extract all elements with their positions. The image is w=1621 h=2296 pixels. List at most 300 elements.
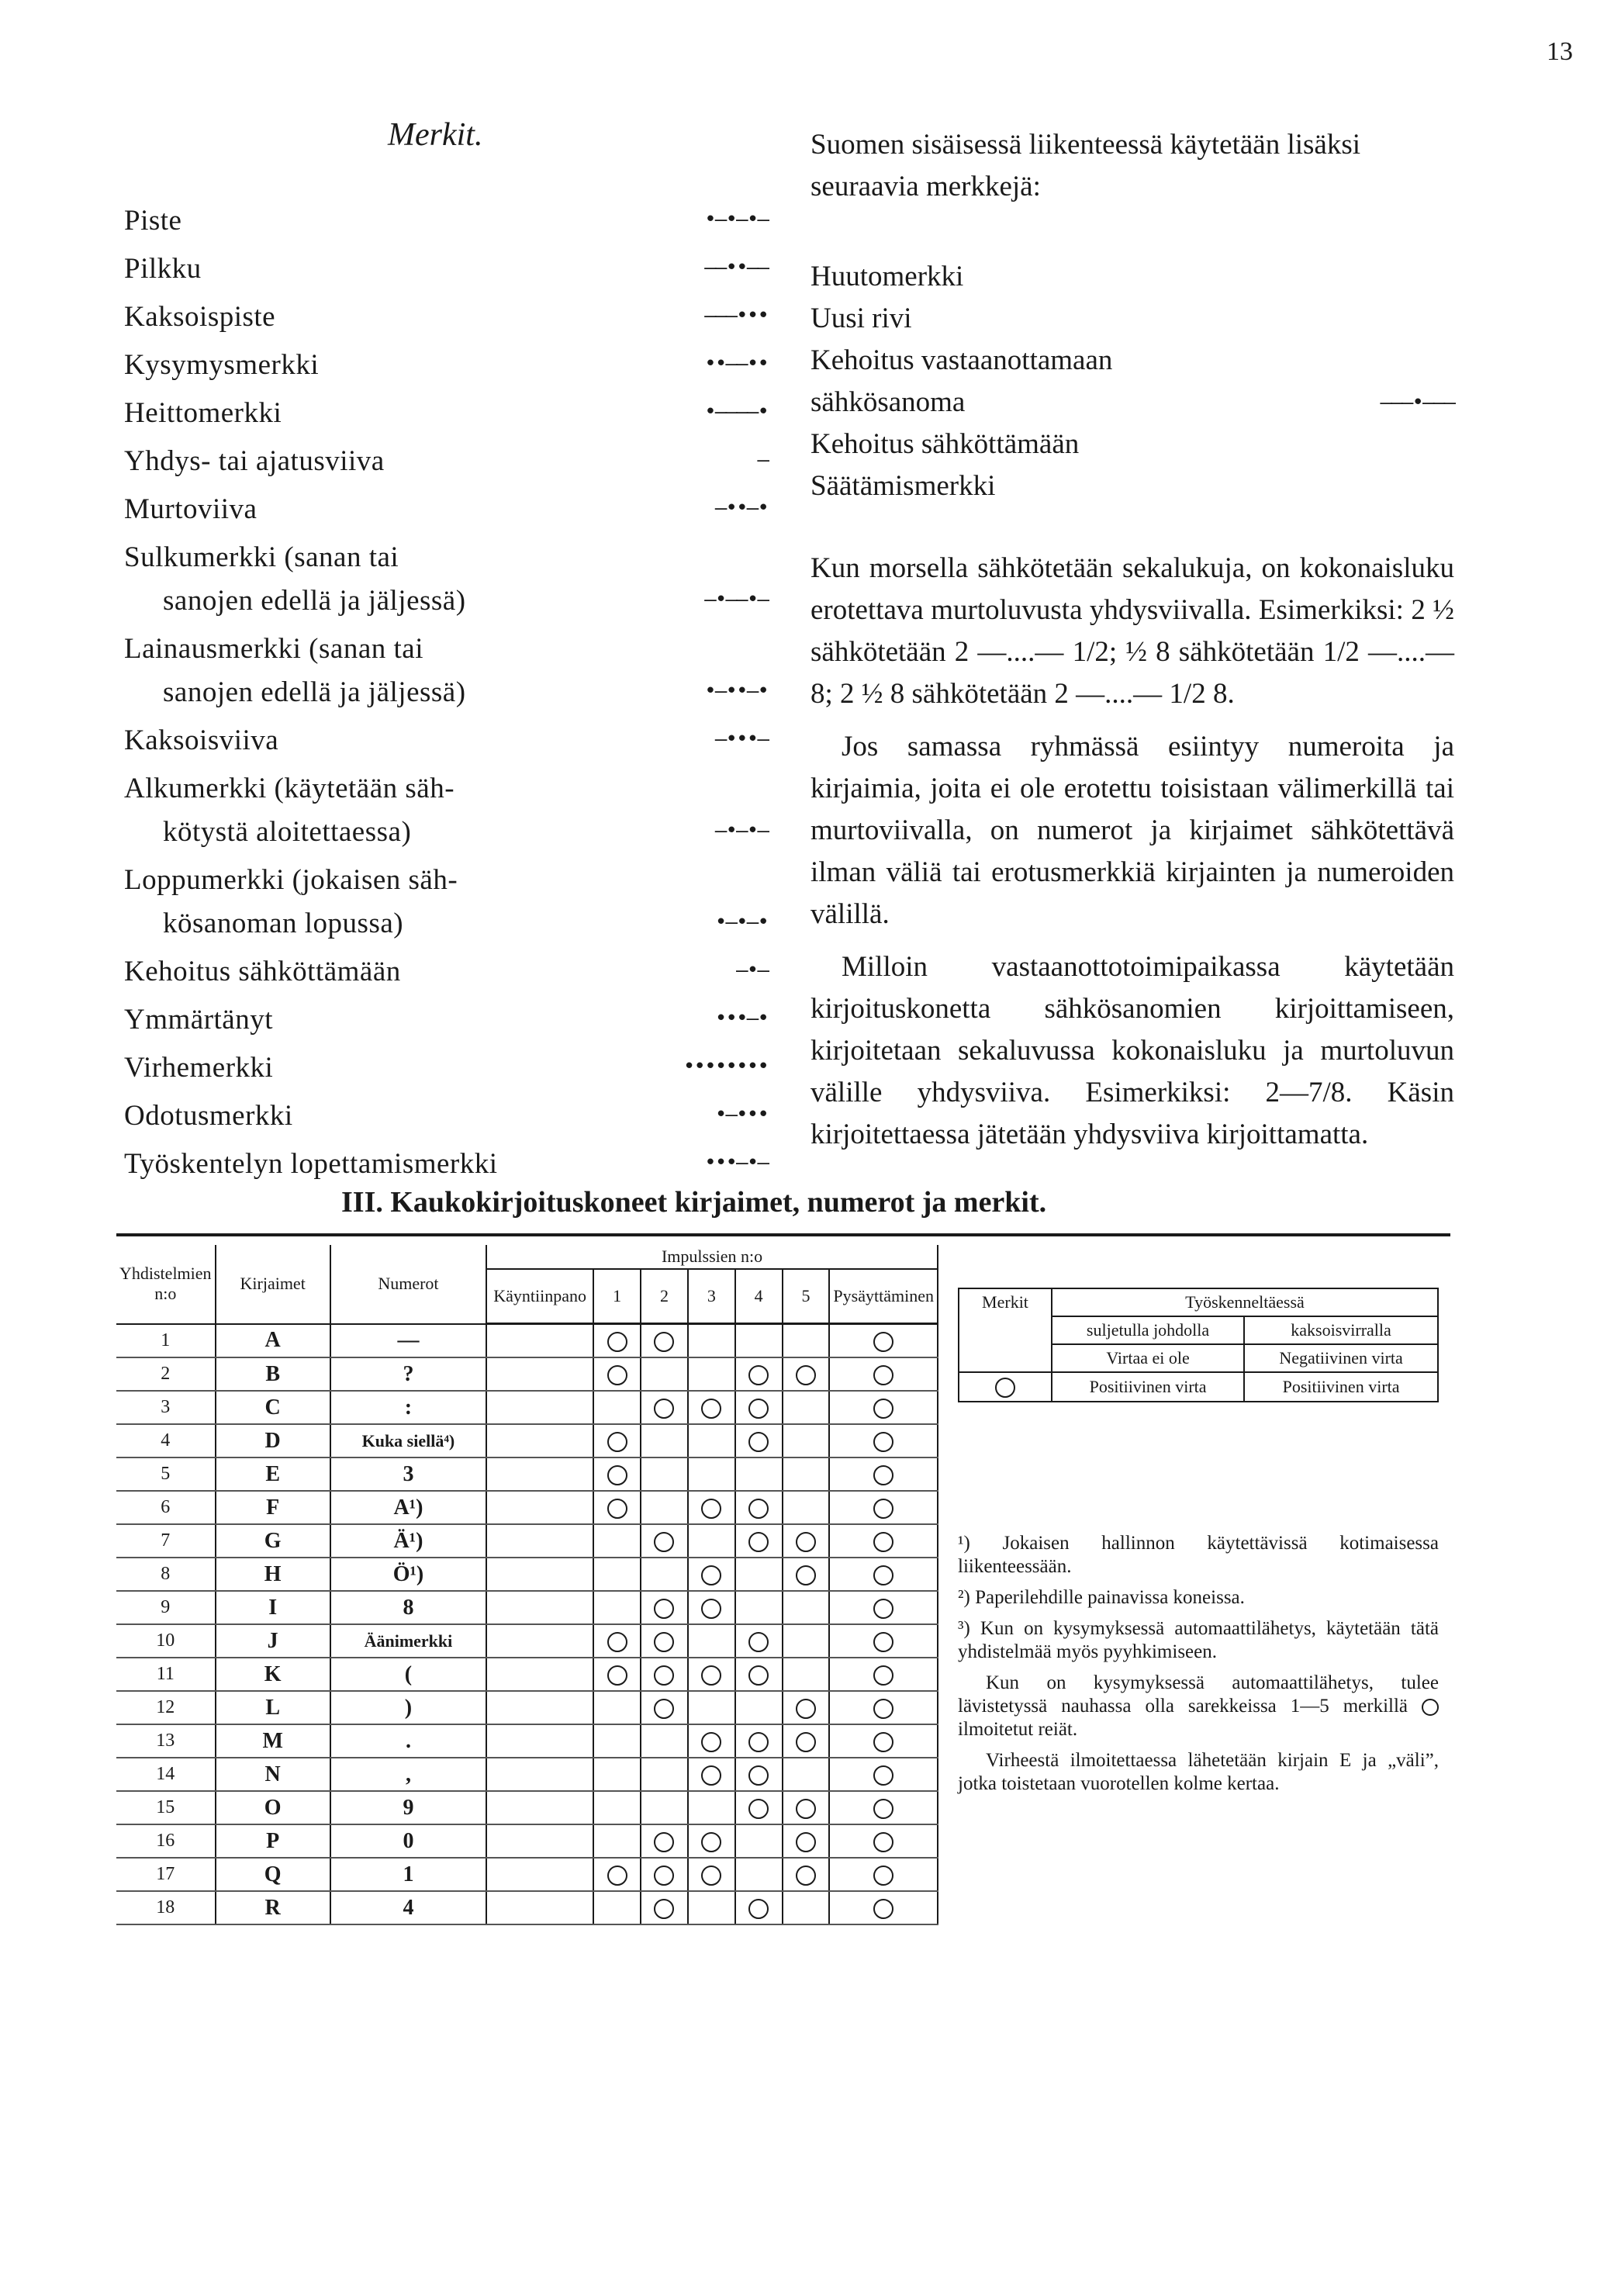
signal-code: —•— [736,959,768,982]
hole-icon [796,1365,816,1385]
hole-icon [873,1565,893,1585]
number-cell: : [330,1391,486,1424]
combo-number: 3 [116,1391,216,1424]
letter-cell: C [216,1391,330,1424]
hole-icon [995,1378,1015,1398]
domestic-signal-label: sähkösanoma [810,386,966,418]
table-row [116,1624,938,1658]
start-cell [486,1424,593,1457]
impulse-cell [783,1891,830,1924]
impulse-cell [593,1391,641,1424]
hole-icon [873,1499,893,1519]
impulse-cell [593,1357,641,1391]
number-cell: ( [330,1658,486,1691]
hole-icon [796,1699,816,1719]
number-cell: Kuka siellä⁴) [330,1424,486,1457]
col-i3: 3 [688,1269,735,1324]
hole-icon [873,1332,893,1352]
signal-label: Lainausmerkki (sanan tai [124,633,423,665]
domestic-signal-row [810,298,1454,340]
signal-row [124,189,768,237]
hole-icon [607,1499,627,1519]
start-cell [486,1824,593,1858]
intro-text: Suomen sisäisessä liikenteessä käytetään lisäksi seuraavia merkkejä: [810,129,1361,202]
impulse-cell [735,1824,783,1858]
hole-icon [873,1832,893,1852]
impulse-cell [783,1391,830,1424]
signal-code: •••—• [714,1007,768,1030]
impulse-cell [593,1524,641,1558]
start-cell [486,1658,593,1691]
signal-row [124,478,768,526]
hole-icon [701,1565,721,1585]
impulse-cell [688,1457,735,1491]
table-row [116,1558,938,1591]
letter-cell: G [216,1524,330,1558]
signal-code: •—••—• [704,679,768,703]
impulse-cell [783,1724,830,1758]
letter-cell: P [216,1824,330,1858]
hole-icon [748,1365,769,1385]
hole-icon [796,1799,816,1819]
impulse-cell [593,1724,641,1758]
impulse-cell [593,1691,641,1724]
footnote-4b: ilmoitetut reiät. [958,1719,1078,1740]
tyoskenneltaessa-header: Työskenneltäessä [1052,1288,1438,1316]
col-combo: Yhdistelmien n:o [116,1245,216,1324]
impulse-cell [641,1391,688,1424]
hole-icon [873,1599,893,1619]
signal-row [124,574,768,617]
number-cell: 4 [330,1891,486,1924]
suljetulla-cell: suljetulla johdolla [1052,1316,1244,1344]
impulse-cell [735,1524,783,1558]
signal-label: Virhemerkki [124,1052,274,1084]
start-cell [486,1524,593,1558]
impulse-cell [688,1591,735,1624]
impulse-cell [829,1558,938,1591]
signal-row [124,709,768,757]
impulse-cell [641,1491,688,1524]
impulse-cell [783,1758,830,1791]
hole-icon [873,1866,893,1886]
combo-number: 1 [116,1324,216,1358]
impulse-cell [829,1457,938,1491]
signal-row [124,988,768,1036]
table-row [116,1591,938,1624]
table-row [116,1791,938,1824]
start-cell [486,1457,593,1491]
combo-number: 11 [116,1658,216,1691]
start-cell [486,1357,593,1391]
domestic-signal-label: Uusi rivi [810,303,912,334]
hole-icon [607,1665,627,1686]
positiivinen-cell-2: Positiivinen virta [1244,1372,1438,1402]
impulse-cell [641,1858,688,1891]
hole-icon [701,1499,721,1519]
signal-list [124,189,768,1181]
combo-number: 7 [116,1524,216,1558]
impulse-cell [641,1658,688,1691]
signal-row [124,805,768,849]
hole-icon [748,1665,769,1686]
hole-icon [701,1732,721,1752]
positiivinen-cell-1: Positiivinen virta [1052,1372,1244,1402]
table-row [116,1357,938,1391]
impulse-cell [829,1357,938,1391]
table-row [116,1524,938,1558]
impulse-cell [641,1758,688,1791]
impulse-cell [641,1791,688,1824]
hole-icon [701,1599,721,1619]
page-number: 13 [1547,37,1573,66]
impulse-cell [641,1524,688,1558]
impulse-cell [735,1658,783,1691]
impulse-cell [829,1524,938,1558]
signal-label: sanojen edellä ja jäljessä) [163,585,466,617]
hole-icon [748,1399,769,1419]
impulse-cell [641,1357,688,1391]
combo-number: 14 [116,1758,216,1791]
impulse-cell [783,1558,830,1591]
number-cell: Äänimerkki [330,1624,486,1658]
signal-row [124,757,768,805]
signal-row [124,849,768,897]
signal-row [124,237,768,285]
signal-label: Pilkku [124,253,202,285]
combo-number: 15 [116,1791,216,1824]
signal-code: ••——•• [704,352,768,375]
signal-code: — [757,448,768,472]
impulse-cell [688,1391,735,1424]
impulse-cell [783,1791,830,1824]
impulse-cell [829,1691,938,1724]
table-row [116,1491,938,1524]
table-row [116,1724,938,1758]
letter-cell: F [216,1491,330,1524]
impulse-cell [783,1457,830,1491]
hole-icon [748,1732,769,1752]
impulse-cell [593,1824,641,1858]
signal-code: —•——•— [704,588,768,611]
impulse-cell [735,1424,783,1457]
signal-row [124,666,768,709]
table-row [116,1758,938,1791]
domestic-signal-label: Kehoitus vastaanottamaan [810,344,1113,376]
impulse-cell [593,1558,641,1591]
hole-icon [654,1899,674,1919]
impulse-cell [735,1724,783,1758]
signal-row [124,1084,768,1132]
impulse-cell [735,1491,783,1524]
number-cell: 3 [330,1457,486,1491]
combo-number: 8 [116,1558,216,1591]
number-cell: Ö¹) [330,1558,486,1591]
signal-label: kösanoman lopussa) [163,908,404,939]
start-cell [486,1591,593,1624]
impulse-cell [688,1491,735,1524]
section-title: III. Kaukokirjoituskoneet kirjaimet, numerot ja merkit. [341,1186,1047,1219]
impulse-cell [688,1724,735,1758]
impulse-cell [688,1791,735,1824]
working-conditions-table [958,1288,1439,1402]
impulse-cell [829,1658,938,1691]
hole-icon [1422,1699,1439,1716]
col-stop: Pysäyttäminen [829,1269,938,1324]
impulse-cell [641,1591,688,1624]
impulse-cell [829,1724,938,1758]
domestic-signal-row [810,465,1454,507]
signal-label: Kysymysmerkki [124,349,320,381]
mixed-number-paragraph: Kun morsella sähkötetään sekalukuja, on kokonaisluku erotettava murtoluvusta yhdysviivalla. Esimerkiksi: 2 ½ sähkötetään 2 —....— 1/2; ½ 8 sähkötetään 1/2 —....— 8; 2 ½ 8 sähkötetään 2 —....— 1/2 8. [810,552,1454,710]
impulse-cell [641,1424,688,1457]
start-cell [486,1758,593,1791]
number-cell: 9 [330,1791,486,1824]
start-cell [486,1324,593,1358]
impulse-cell [783,1691,830,1724]
impulse-cell [829,1391,938,1424]
signal-row [124,382,768,430]
signal-code: —•—•— [714,819,768,842]
impulse-cell [688,1324,735,1358]
number-cell: . [330,1724,486,1758]
impulse-cell [593,1758,641,1791]
start-cell [486,1724,593,1758]
impulse-cell [829,1624,938,1658]
start-cell [486,1491,593,1524]
impulse-cell [735,1558,783,1591]
right-column [810,124,1454,1156]
number-cell: — [330,1324,486,1358]
signal-code: ———••• [704,304,768,327]
hole-icon [873,1732,893,1752]
hole-icon [748,1499,769,1519]
signal-label: sanojen edellä ja jäljessä) [163,676,466,708]
footnote-3: ³) Kun on kysymyksessä automaattilähetys, käytetään tätä yhdistelmää myös pyyhkimiseen. [958,1618,1439,1662]
letter-cell: D [216,1424,330,1457]
start-cell [486,1558,593,1591]
impulse-cell [688,1891,735,1924]
signal-label: Heittomerkki [124,397,282,429]
table-row [116,1324,938,1358]
col-i5: 5 [783,1269,830,1324]
hole-icon [654,1599,674,1619]
signal-row [124,897,768,940]
combo-number: 13 [116,1724,216,1758]
number-cell: A¹) [330,1491,486,1524]
domestic-signal-code: ———•——— [1380,391,1454,414]
impulse-cell [641,1457,688,1491]
signal-label: Piste [124,205,182,237]
impulse-cell [641,1624,688,1658]
signal-label: Kaksoisviiva [124,724,279,756]
footnote-1: ¹) Jokaisen hallinnon käytettävissä kotimaisessa liikenteessään. [958,1533,1439,1577]
domestic-signal-label: Huutomerkki [810,261,964,292]
hole-icon [748,1765,769,1786]
hole-icon [654,1399,674,1419]
table-row [116,1424,938,1457]
teleprinter-code-table [116,1245,938,1925]
signal-row [124,430,768,478]
combo-number: 10 [116,1624,216,1658]
domestic-signal-list [810,256,1454,507]
kaksoisvirralla-cell: kaksoisvirralla [1244,1316,1438,1344]
impulse-cell [593,1491,641,1524]
letter-cell: Q [216,1858,330,1891]
impulse-cell [783,1591,830,1624]
letter-cell: J [216,1624,330,1658]
impulse-cell [688,1524,735,1558]
hole-icon [701,1765,721,1786]
signal-label: Odotusmerkki [124,1100,293,1132]
hole-icon [654,1832,674,1852]
footnote-5: Virheestä ilmoitettaessa lähetetään kirjain E ja „väli”, jotka toistetaan vuorotellen kolme kertaa. [958,1750,1439,1794]
table-row [116,1691,938,1724]
impulse-cell [829,1858,938,1891]
letter-cell: N [216,1758,330,1791]
impulse-cell [688,1424,735,1457]
signal-label: Murtoviiva [124,493,257,525]
virtaa-ei-ole-cell: Virtaa ei ole [1052,1344,1244,1372]
impulse-cell [688,1658,735,1691]
signal-code: •••—•— [704,1151,768,1174]
hole-icon [748,1899,769,1919]
signal-label: Ymmärtänyt [124,1004,274,1036]
start-cell [486,1391,593,1424]
impulse-cell [688,1858,735,1891]
number-cell: ) [330,1691,486,1724]
letter-cell: E [216,1457,330,1491]
impulse-cell [735,1691,783,1724]
impulse-cell [783,1658,830,1691]
hole-icon [873,1899,893,1919]
number-cell: , [330,1758,486,1791]
signal-label: Loppumerkki (jokaisen säh- [124,864,458,896]
hole-icon [701,1866,721,1886]
letter-cell: K [216,1658,330,1691]
hole-icon [701,1665,721,1686]
impulse-cell [688,1624,735,1658]
signal-code: —••—• [714,496,768,520]
start-cell [486,1624,593,1658]
hole-icon [796,1866,816,1886]
hole-icon [873,1699,893,1719]
domestic-signal-row [810,424,1454,465]
number-cell: 1 [330,1858,486,1891]
impulse-cell [593,1658,641,1691]
signal-code: •—•—• [714,911,768,934]
signal-label: Kaksoispiste [124,301,276,333]
domestic-signal-row [810,256,1454,298]
signal-label: Yhdys- tai ajatusviiva [124,445,385,477]
combo-number: 6 [116,1491,216,1524]
section-rule [116,1233,1450,1236]
combo-number: 9 [116,1591,216,1624]
table-row [116,1891,938,1924]
impulse-cell [829,1758,938,1791]
hole-icon [654,1332,674,1352]
hole-icon [654,1632,674,1652]
letter-cell: R [216,1891,330,1924]
combo-number: 18 [116,1891,216,1924]
impulse-cell [829,1491,938,1524]
hole-symbol-cell [959,1372,1052,1402]
impulse-cell [829,1791,938,1824]
signal-code: •—••• [714,1103,768,1126]
col-i1: 1 [593,1269,641,1324]
impulse-cell [735,1858,783,1891]
domestic-signal-row [810,340,1454,382]
footnote-4 [958,1672,1439,1741]
hole-icon [873,1665,893,1686]
hole-icon [748,1532,769,1552]
domestic-signal-label: Säätämismerkki [810,470,996,502]
impulse-cell [688,1758,735,1791]
footnote-2: ²) Paperilehdille painavissa koneissa. [958,1587,1245,1608]
impulse-cell [829,1424,938,1457]
impulse-cell [783,1824,830,1858]
footnote-4a: Kun on kysymyksessä automaattilähetys, tulee lävistetyssä nauhassa olla sarekkeissa 1—5 merkillä [958,1672,1439,1717]
signal-code: •—•—•— [704,208,768,231]
impulse-cell [783,1858,830,1891]
signal-row [124,940,768,988]
letter-cell: B [216,1357,330,1391]
table-row [116,1858,938,1891]
signal-code: •————• [704,400,768,424]
signal-label: Työskentelyn lopettamismerkki [124,1148,498,1180]
hole-icon [873,1765,893,1786]
impulse-cell [829,1891,938,1924]
hole-icon [796,1732,816,1752]
table-row [116,1658,938,1691]
impulse-cell [593,1457,641,1491]
impulse-cell [641,1824,688,1858]
impulse-cell [688,1357,735,1391]
impulse-cell [735,1391,783,1424]
impulse-cell [593,1858,641,1891]
impulse-cell [593,1891,641,1924]
impulse-cell [641,1691,688,1724]
hole-icon [607,1465,627,1485]
combo-number: 5 [116,1457,216,1491]
hole-icon [748,1432,769,1452]
hole-icon [748,1632,769,1652]
signal-row [124,617,768,666]
impulse-cell [783,1524,830,1558]
hole-icon [607,1332,627,1352]
hole-icon [607,1632,627,1652]
signal-label: kötystä aloitettaessa) [163,816,412,848]
signal-code: ——••—— [704,256,768,279]
hole-icon [607,1432,627,1452]
hole-icon [654,1665,674,1686]
impulse-cell [688,1691,735,1724]
number-cell: 8 [330,1591,486,1624]
footnotes [958,1532,1439,1803]
start-cell [486,1791,593,1824]
domestic-signal-label: Kehoitus sähköttämään [810,428,1080,460]
signal-label: Sulkumerkki (sanan tai [124,541,399,573]
col-i2: 2 [641,1269,688,1324]
letter-cell: H [216,1558,330,1591]
negatiivinen-cell: Negatiivinen virta [1244,1344,1438,1372]
signal-row [124,334,768,382]
signal-label: Kehoitus sähköttämään [124,956,401,987]
number-cell: ? [330,1357,486,1391]
letter-cell: A [216,1324,330,1358]
hole-icon [607,1866,627,1886]
table-row [116,1824,938,1858]
